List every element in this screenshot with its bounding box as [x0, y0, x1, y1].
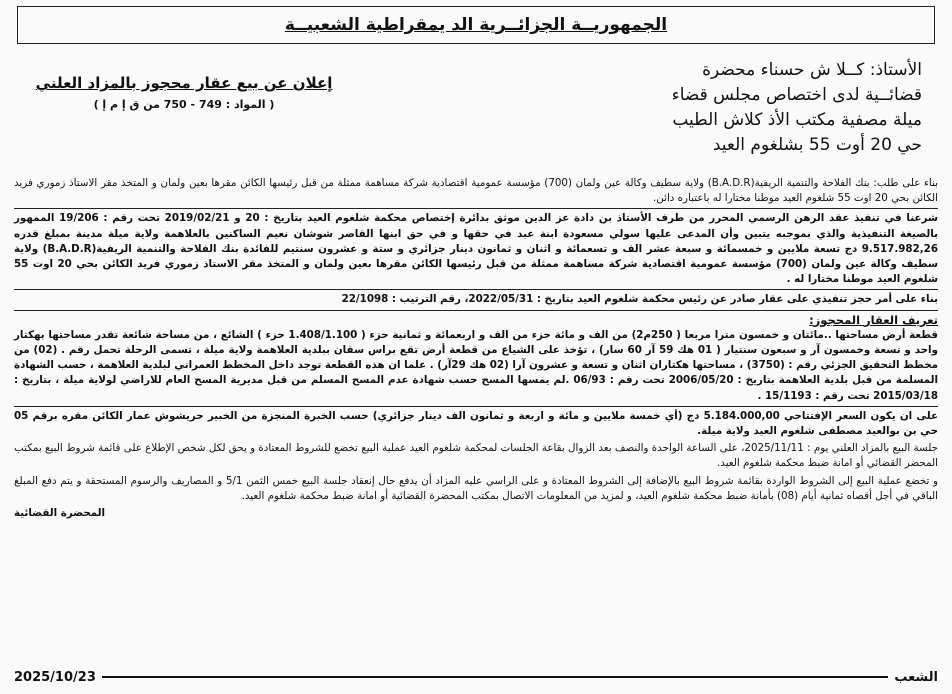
signature: المحضرة القضائية: [14, 507, 106, 520]
paragraph-execution: شرعنا في تنفيذ عقد الرهن الرسمي المحرر من طرف الأستاذ بن دادة عز الدين موثق بدائرة إختصاص محكمة شلغوم العيد بتاريخ : 20 و 2019/02/21 تحت رقم : 19/206 الممهور بالصيغة التنفيذية والذي بموجبه يتبين وأن المدعى عليها سولي مسعودة ابنة عبد في حقها و في حق ابنها القاصر شوشان نعيم الساكنين بالعلاهمة ولاية ميلة مدينة بمبلغ قدره 9.517.982,26 دج تسعة ملايين و خمسمائة و سبعة عشر الف و تسعمائة و اثنان و ثمانون دينار جزائري و ستة و عشرون سنتيم للفائدة بنك الفلاحة والتنمية الريفية(B.A.D.R) ولاية سطيف وكالة عين ولمان (700) مؤسسة عمومية اقتصادية شركة مساهمة ممثلة من قبل رئيسها الكائن مقرها بعين ولمان و المتخذ مقر الاستاذ زموري فريد الكائن بحي 20 اوت 55 شلغوم العيد موطنا مختارا له .: [14, 212, 938, 286]
lawyer-line-1: الأستاذ: كــلا ش حسناء محضرة: [702, 60, 922, 80]
lawyer-line-3: ميلة مصفية مكتب الأذ كلاش الطيب: [672, 110, 922, 130]
divider: [14, 406, 938, 407]
paragraph-conditions: و تخضع عملية البيع إلى الشروط الواردة بقائمة شروط البيع بالإضافة إلى الشروط المعتادة و على الراسي عليه المزاد أن يدفع حال إنعقاد جلسة البيع خمس الثمن 5/1 و المصاريف والرسوم المستحقة و يتم دفع المبلغ الباقي في أجل أقصاه ثمانية أيام (08) بأمانة ضبط محكمة شلغوم العيد، و لمزيد من المعلومات الاتصال بمكتب المحضرة القضائية أو امانة ضبط محكمة شلغوم العيد.: [14, 474, 938, 502]
divider: [14, 289, 938, 290]
paragraph-property: قطعة أرض مساحتها ..مائتان و خمسون مترا مربعا ( 250م2) من الف و مائة حزء من الف و اربعمائة و ثمانية حزء ( 1.408/1.100 حزء ) الشائع ، من مساحة شائعة تقدر مساحتها بهكتار واحد و تسعة وخمسون آر و سبعون سنتيار ( 01 هك 59 آر 60 سار) ، تؤخذ على الشياع من قطعة أرض تقع براس سقان ببلدية العلاهمة ولاية ميلة ، تسمى الرحلة تحمل رقم . (02) من مخطط التحقيق الجزئي رقم : (3750) ، مساحتها هكتاران اثنان و تسعة و عشرون آرا (02 هك 29آر) . علما ان هذه القطعة توجد داخل المخطط العمراني لبلدية العلاهمة ، حسب الشهادة المسلمة من قبل بلدية العلاهمة بتاريخ : 2006/05/20 تحت رقم : 06/93 .لم يمسها المسح حسب شهادة عدم المسح المسلم من قبل مديرية المسح العام للاراضي لولاية ميلة ، بتاريخ : 2015/03/18 تحت رقم : 15/1193 .: [14, 328, 939, 402]
announcement-title: إعلان عن بيع عقار محجوز بالمزاد العلني: [35, 74, 333, 92]
divider: [14, 208, 938, 209]
footer-date: 2025/10/23: [14, 669, 96, 685]
newspaper-name: الشعب: [894, 669, 938, 685]
property-section-title: تعريف العقار المحجوز:: [809, 312, 938, 327]
republic-title: الجمهوريــة الجزائــرية الد يمقراطية الشعبيــة: [284, 15, 668, 35]
announcement-articles: ( المواد : 749 - 750 من ق إ م إ ): [93, 98, 275, 111]
paragraph-price: على ان يكون السعر الإفتتاحي 5.184.000,00 دج (أي خمسة ملايين و مائة و اربعة و ثمانون الف دينار جزائري) حسب الخبرة المنجزة من الخبير حريشوش عمار الكائن مقره برقم 05 حي بن بوالعيد مصطفى شلغوم العيد ولاية ميلة.: [14, 409, 938, 438]
top-section: [14, 58, 938, 170]
announcement-heading: [14, 58, 354, 170]
announcement-body: [14, 176, 938, 521]
divider: [14, 310, 938, 311]
footer-rule: [102, 676, 888, 678]
lawyer-line-4: حي 20 أوت 55 بشلغوم العيد: [712, 135, 922, 155]
footer: [14, 666, 938, 688]
lawyer-line-2: قضائــية لدى اختصاص مجلس قضاء: [671, 85, 922, 105]
paragraph-seizure-order: بناء على أمر حجز تنفيذي على عقار صادر عن رئيس محكمة شلغوم العيد بتاريخ : 2022/05/31، رقم الترتيب : 22/1098: [341, 293, 938, 306]
lawyer-block: [482, 58, 938, 170]
paragraph-request: بناء على طلب: بنك الفلاحة والتنمية الريفية(B.A.D.R) ولاية سطيف وكالة عين ولمان (700) مؤسسة عمومية اقتصادية شركة مساهمة ممثلة من قبل رئيسها الكائن مقرها بعين ولمان و المتخذ مقر الاستاذ زموري فريد الكائن بحي 20 اوت 55 شلغوم العيد موطنا مختارا له باعتباره دائن.: [14, 177, 939, 205]
paragraph-session: جلسة البيع بالمزاد العلني يوم : 2025/11/11، على الساعة الواحدة والنصف بعد الزوال بقاعة الجلسات لمحكمة شلغوم العيد عملية البيع تخضع للشروط المعتادة و يحق لكل شخص الإطلاع على قائمة شروط البيع بمكتب المحضر القضائي أو امانة ضبط محكمة شلغوم العيد.: [14, 442, 938, 470]
header-banner: [17, 6, 935, 44]
